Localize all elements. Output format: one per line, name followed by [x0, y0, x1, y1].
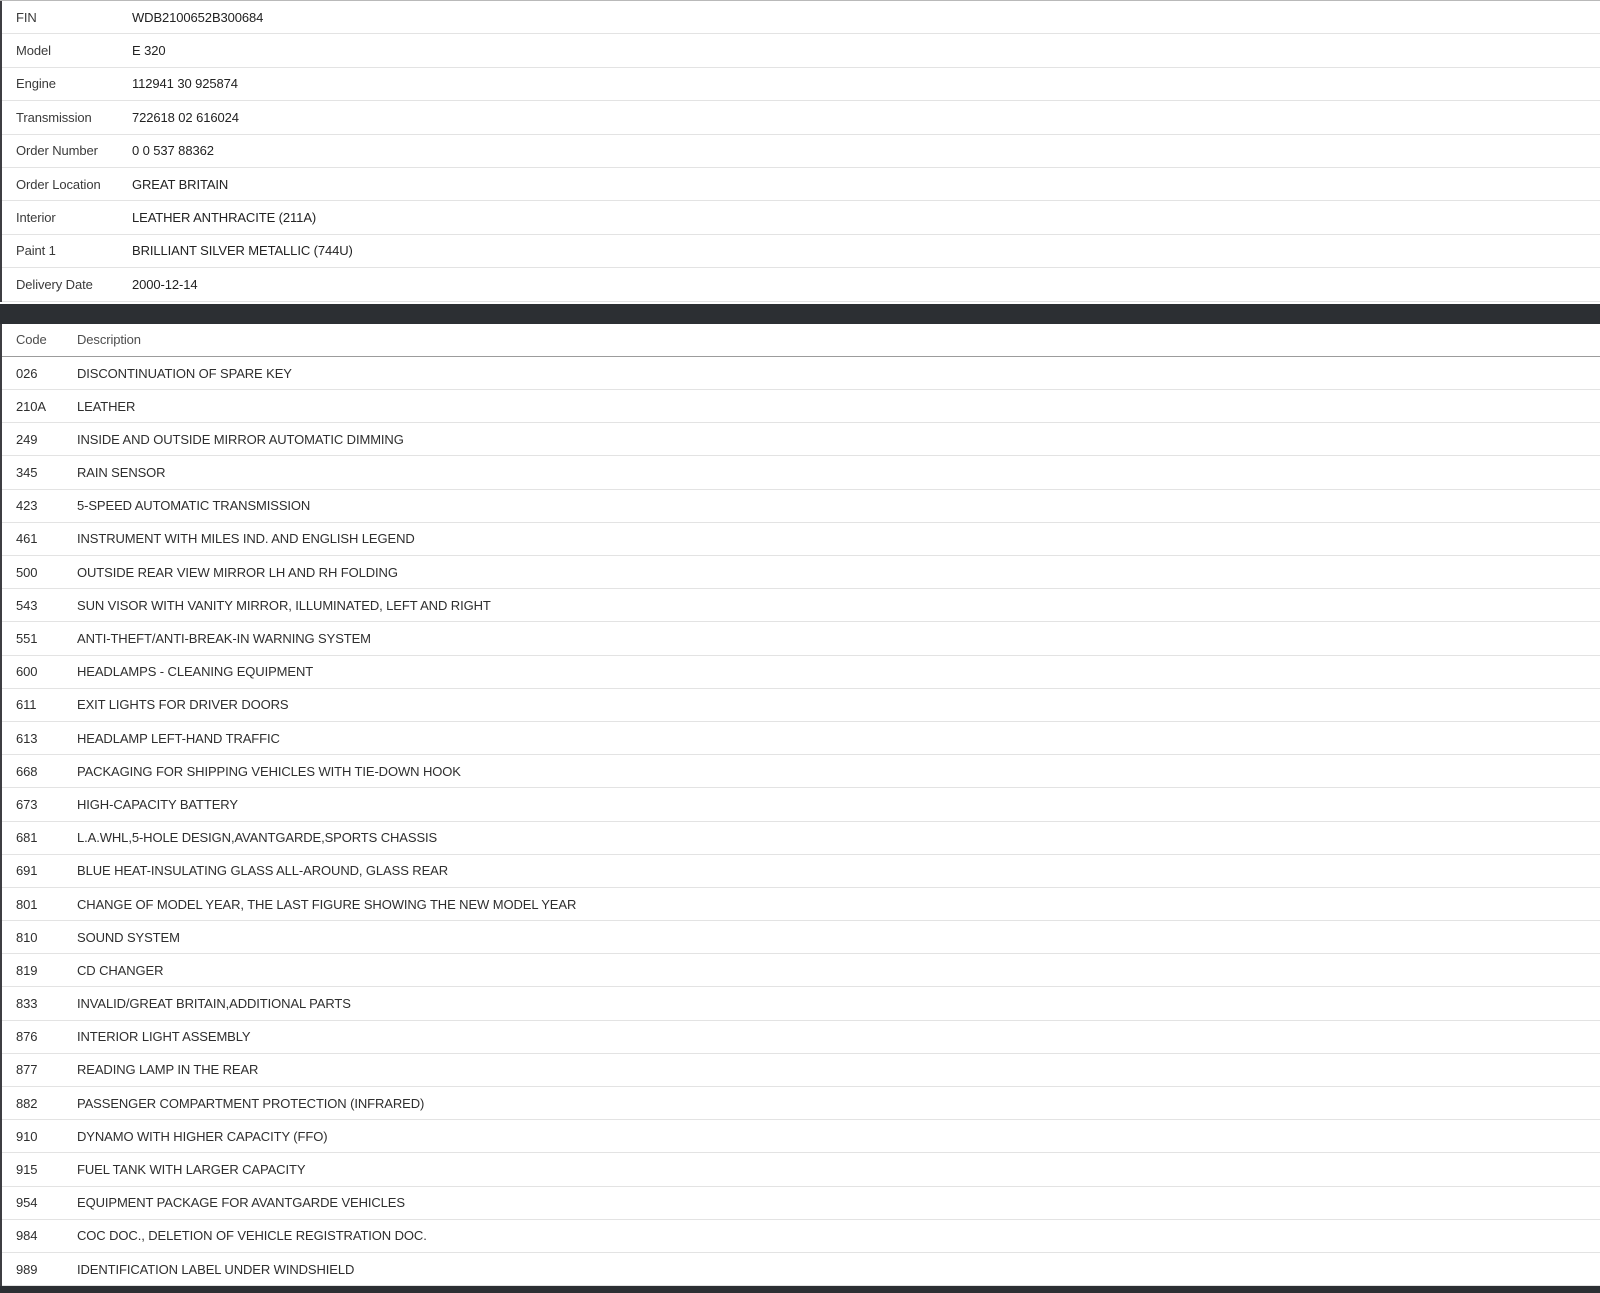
- option-row: [2, 954, 1600, 987]
- option-code: 910: [2, 1120, 76, 1153]
- option-description: INSTRUMENT WITH MILES IND. AND ENGLISH LEGEND: [76, 522, 1600, 555]
- option-row: [2, 489, 1600, 522]
- option-code: 989: [2, 1252, 76, 1285]
- option-row: [2, 589, 1600, 622]
- option-row: [2, 1153, 1600, 1186]
- option-code: 551: [2, 622, 76, 655]
- option-row: [2, 423, 1600, 456]
- option-row: [2, 622, 1600, 655]
- info-row: [2, 1, 1600, 34]
- option-description: EQUIPMENT PACKAGE FOR AVANTGARDE VEHICLES: [76, 1186, 1600, 1219]
- option-row: [2, 788, 1600, 821]
- option-row: [2, 1252, 1600, 1285]
- info-value: GREAT BRITAIN: [131, 167, 1600, 200]
- option-code: 500: [2, 556, 76, 589]
- option-description: BLUE HEAT-INSULATING GLASS ALL-AROUND, GLASS REAR: [76, 854, 1600, 887]
- info-value: WDB2100652B300684: [131, 1, 1600, 34]
- info-value: 112941 30 925874: [131, 67, 1600, 100]
- info-label: Model: [2, 34, 131, 67]
- info-row: [2, 101, 1600, 134]
- info-value: E 320: [131, 34, 1600, 67]
- option-code: 423: [2, 489, 76, 522]
- vehicle-info-table: [2, 1, 1600, 302]
- option-row: [2, 1053, 1600, 1086]
- option-description: FUEL TANK WITH LARGER CAPACITY: [76, 1153, 1600, 1186]
- option-code: 691: [2, 854, 76, 887]
- option-code: 345: [2, 456, 76, 489]
- info-label: FIN: [2, 1, 131, 34]
- option-row: [2, 1219, 1600, 1252]
- option-row: [2, 1120, 1600, 1153]
- vehicle-info-section: [0, 1, 1600, 302]
- option-description: EXIT LIGHTS FOR DRIVER DOORS: [76, 688, 1600, 721]
- option-code: 819: [2, 954, 76, 987]
- option-code: 877: [2, 1053, 76, 1086]
- info-label: Engine: [2, 67, 131, 100]
- info-label: Paint 1: [2, 234, 131, 267]
- info-value: 722618 02 616024: [131, 101, 1600, 134]
- option-row: [2, 1186, 1600, 1219]
- option-description: READING LAMP IN THE REAR: [76, 1053, 1600, 1086]
- info-label: Transmission: [2, 101, 131, 134]
- option-row: [2, 522, 1600, 555]
- option-description: ANTI-THEFT/ANTI-BREAK-IN WARNING SYSTEM: [76, 622, 1600, 655]
- option-code: 543: [2, 589, 76, 622]
- bottom-divider-bar: [0, 1286, 1600, 1293]
- option-description: PASSENGER COMPARTMENT PROTECTION (INFRARED): [76, 1087, 1600, 1120]
- option-description: INVALID/GREAT BRITAIN,ADDITIONAL PARTS: [76, 987, 1600, 1020]
- option-description: SOUND SYSTEM: [76, 921, 1600, 954]
- code-column-header: Code: [2, 324, 76, 357]
- option-code: 984: [2, 1219, 76, 1252]
- option-code: 954: [2, 1186, 76, 1219]
- option-description: SUN VISOR WITH VANITY MIRROR, ILLUMINATED, LEFT AND RIGHT: [76, 589, 1600, 622]
- option-row: [2, 755, 1600, 788]
- option-description: RAIN SENSOR: [76, 456, 1600, 489]
- option-description: DYNAMO WITH HIGHER CAPACITY (FFO): [76, 1120, 1600, 1153]
- option-code: 611: [2, 688, 76, 721]
- option-row: [2, 456, 1600, 489]
- option-code: 461: [2, 522, 76, 555]
- option-description: 5-SPEED AUTOMATIC TRANSMISSION: [76, 489, 1600, 522]
- option-code: 681: [2, 821, 76, 854]
- option-description: PACKAGING FOR SHIPPING VEHICLES WITH TIE-DOWN HOOK: [76, 755, 1600, 788]
- option-row: [2, 1020, 1600, 1053]
- option-row: [2, 821, 1600, 854]
- option-row: [2, 921, 1600, 954]
- info-value: 0 0 537 88362: [131, 134, 1600, 167]
- option-code: 668: [2, 755, 76, 788]
- option-code: 600: [2, 655, 76, 688]
- info-row: [2, 34, 1600, 67]
- info-value: 2000-12-14: [131, 268, 1600, 301]
- option-code: 833: [2, 987, 76, 1020]
- option-code: 249: [2, 423, 76, 456]
- info-value: LEATHER ANTHRACITE (211A): [131, 201, 1600, 234]
- option-row: [2, 556, 1600, 589]
- info-label: Interior: [2, 201, 131, 234]
- options-header-row: [2, 324, 1600, 357]
- info-row: [2, 201, 1600, 234]
- option-description: INTERIOR LIGHT ASSEMBLY: [76, 1020, 1600, 1053]
- info-row: [2, 67, 1600, 100]
- option-description: IDENTIFICATION LABEL UNDER WINDSHIELD: [76, 1252, 1600, 1285]
- option-description: OUTSIDE REAR VIEW MIRROR LH AND RH FOLDING: [76, 556, 1600, 589]
- option-row: [2, 688, 1600, 721]
- option-description: HEADLAMP LEFT-HAND TRAFFIC: [76, 721, 1600, 754]
- option-description: CHANGE OF MODEL YEAR, THE LAST FIGURE SHOWING THE NEW MODEL YEAR: [76, 887, 1600, 920]
- option-code: 026: [2, 356, 76, 389]
- option-code: 810: [2, 921, 76, 954]
- option-code: 210A: [2, 390, 76, 423]
- option-code: 876: [2, 1020, 76, 1053]
- option-row: [2, 655, 1600, 688]
- description-column-header: Description: [76, 324, 1600, 357]
- option-row: [2, 390, 1600, 423]
- section-divider-bar: [0, 304, 1600, 324]
- option-description: COC DOC., DELETION OF VEHICLE REGISTRATION DOC.: [76, 1219, 1600, 1252]
- option-description: L.A.WHL,5-HOLE DESIGN,AVANTGARDE,SPORTS CHASSIS: [76, 821, 1600, 854]
- option-description: HIGH-CAPACITY BATTERY: [76, 788, 1600, 821]
- option-row: [2, 887, 1600, 920]
- info-label: Order Location: [2, 167, 131, 200]
- option-description: INSIDE AND OUTSIDE MIRROR AUTOMATIC DIMMING: [76, 423, 1600, 456]
- option-row: [2, 854, 1600, 887]
- options-table: [2, 324, 1600, 1287]
- info-label: Delivery Date: [2, 268, 131, 301]
- option-code: 673: [2, 788, 76, 821]
- option-code: 882: [2, 1087, 76, 1120]
- option-row: [2, 356, 1600, 389]
- info-row: [2, 234, 1600, 267]
- option-description: HEADLAMPS - CLEANING EQUIPMENT: [76, 655, 1600, 688]
- option-code: 801: [2, 887, 76, 920]
- option-code: 613: [2, 721, 76, 754]
- option-description: LEATHER: [76, 390, 1600, 423]
- info-row: [2, 134, 1600, 167]
- options-section: [0, 324, 1600, 1287]
- option-description: DISCONTINUATION OF SPARE KEY: [76, 356, 1600, 389]
- option-row: [2, 987, 1600, 1020]
- info-value: BRILLIANT SILVER METALLIC (744U): [131, 234, 1600, 267]
- option-row: [2, 721, 1600, 754]
- option-row: [2, 1087, 1600, 1120]
- info-row: [2, 268, 1600, 301]
- option-code: 915: [2, 1153, 76, 1186]
- info-label: Order Number: [2, 134, 131, 167]
- option-description: CD CHANGER: [76, 954, 1600, 987]
- info-row: [2, 167, 1600, 200]
